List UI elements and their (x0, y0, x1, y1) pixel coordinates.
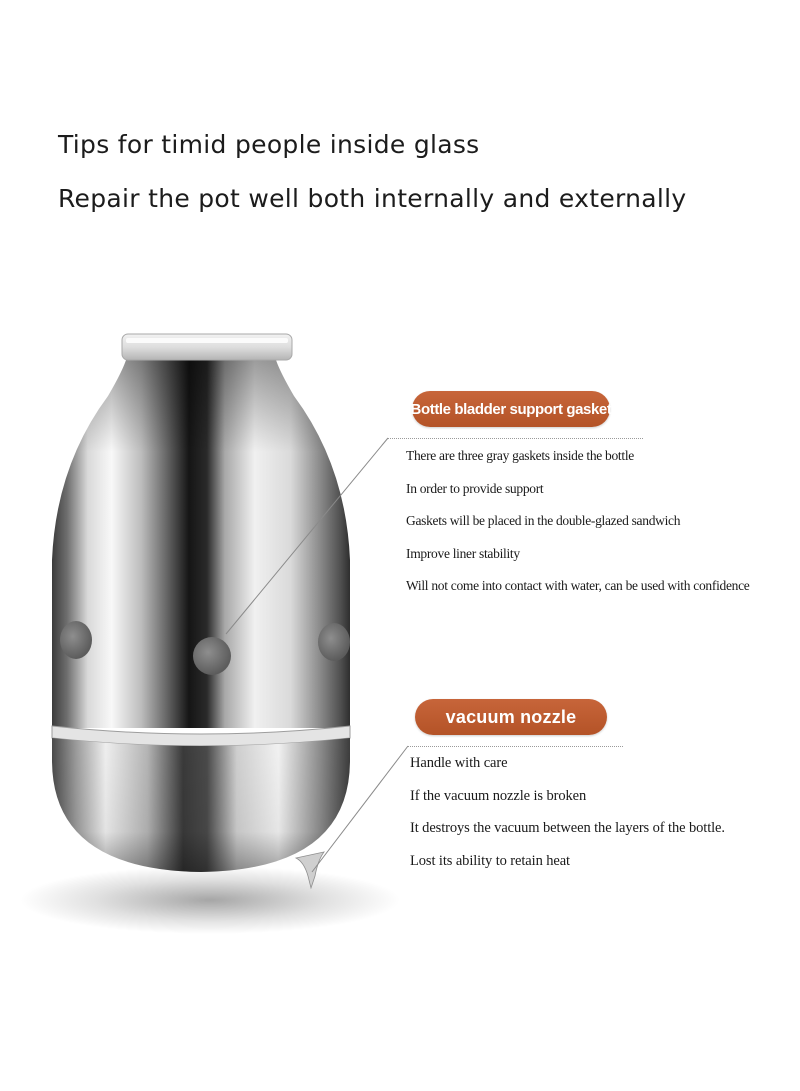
nozzle-notes-list (410, 753, 725, 883)
nozzle-divider (408, 746, 623, 747)
callout-label-nozzle: vacuum nozzle (415, 699, 607, 735)
gasket-dot-right (318, 623, 350, 661)
callout-label-gasket: Bottle bladder support gasket (412, 391, 610, 427)
list-item: Handle with care (410, 755, 508, 771)
list-item: There are three gray gaskets inside the bottle (406, 448, 634, 463)
headline-line-2: Repair the pot well both internally and externally (58, 184, 687, 213)
list-item: In order to provide support (406, 480, 544, 496)
list-item: Will not come into contact with water, can be used with confidence (406, 578, 750, 593)
list-item: Improve liner stability (406, 545, 520, 561)
list-item: Lost its ability to retain heat (410, 852, 570, 869)
list-item: It destroys the vacuum between the layers of the bottle. (410, 820, 725, 836)
gasket-divider (388, 438, 643, 439)
floor-shadow (20, 866, 400, 934)
list-item: If the vacuum nozzle is broken (410, 787, 587, 804)
list-item: Gaskets will be placed in the double-glazed sandwich (406, 513, 681, 528)
gasket-notes-list (406, 446, 750, 609)
headline-line-1: Tips for timid people inside glass (58, 130, 480, 159)
neck-rim (122, 334, 292, 360)
gasket-dot-center (193, 637, 231, 675)
gasket-dot-left (60, 621, 92, 659)
